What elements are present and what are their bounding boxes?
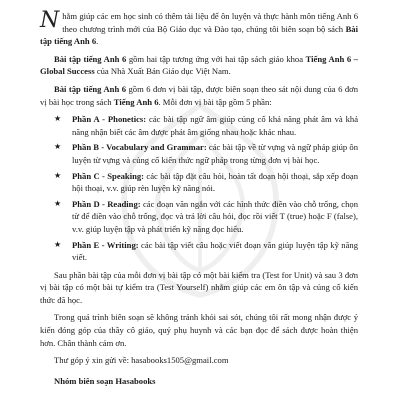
star-bullet-icon: ★ [54, 198, 62, 208]
textbook-title: Tiếng Anh 6 – Global Success [40, 53, 358, 77]
part-title: Phần A - Phonetics: [72, 114, 147, 125]
star-bullet-icon: ★ [54, 239, 62, 249]
book-title: Bài tập tiếng Anh 6 [54, 83, 127, 94]
feedback-paragraph: Trong quá trình biên soạn sẽ không tránh khỏi sai sót, chúng tôi rất mong nhận được ý kiến đóng góp của thầy cô giáo, quý phụ huynh và các bạn đọc để sách được hoàn thiện hơn. Chân thành cảm ơn. [40, 312, 358, 348]
intro-text: hằm giúp các em học sinh có thêm tài liệu để ôn luyện và thực hành môn tiếng Anh 6 theo chương trình mới của Bộ Giáo dục và Đào tạo, chúng tôi biên soạn bộ sách [62, 11, 358, 34]
intro-end: . [96, 36, 99, 47]
star-bullet-icon: ★ [54, 142, 62, 152]
part-description: các bài tập viết câu hoặc viết đoạn văn giúp luyện tập kỹ năng viết. [72, 239, 358, 263]
list-item [54, 170, 358, 195]
star-bullet-icon: ★ [54, 114, 62, 124]
star-bullet-icon: ★ [54, 170, 62, 180]
part-description: các bài tập về từ vựng và ngữ pháp giúp ôn luyện từ vựng và củng cố kiến thức ngữ pháp trong từng đơn vị bài học. [72, 142, 358, 165]
part-description: các bài tập đặt câu hỏi, hoàn tất đoạn hội thoại, sắp xếp đoạn hội thoại, v.v. giúp rèn luyện kỹ năng nói. [72, 170, 358, 194]
part-description: các bài tập ngữ âm giúp củng cố khả năng phát âm và khả năng nhận biết các âm được phát âm giống nhau hoặc khác nhau. [72, 114, 359, 137]
units-end: . Mỗi đơn vị bài tập gồm 5 phần: [158, 96, 272, 107]
publisher-text: của Nhà Xuất Bản Giáo dục Việt Nam. [94, 66, 231, 77]
part-description: các đoạn văn ngắn với các hình thức điền vào chỗ trống, chọn từ để điền vào chỗ trống, đọc và trả lời câu hỏi, đọc rồi viết T (true) hoặc F (false), v.v. giúp luyện tập và phát triển kỹ năng đọc hiểu. [72, 198, 359, 234]
part-title: Phần B - Vocabulary and Grammar: [72, 142, 207, 153]
units-text: gồm 6 đơn vị bài tập, được biên soạn theo sát nội dung của 6 đơn vị bài học trong sách [40, 83, 358, 107]
volumes-text: gồm hai tập tương ứng với hai tập sách giáo khoa [126, 53, 306, 64]
part-title: Phần D - Reading: [72, 198, 141, 209]
part-title: Phần C - Speaking: [72, 170, 145, 181]
part-title: Phần E - Writing: [72, 239, 139, 250]
list-item [54, 141, 358, 166]
list-item [54, 113, 358, 138]
book-title: Bài tập tiếng Anh 6 [54, 53, 127, 64]
list-item [54, 239, 358, 264]
volumes-paragraph [40, 53, 358, 78]
book-title: Bài tập tiếng Anh 6 [40, 23, 358, 47]
tests-paragraph: Sau phần bài tập của mỗi đơn vị bài tập có một bài kiểm tra (Test for Unit) và sau 3 đơn vị bài tập có một bài tự kiểm tra (Test Yourself) nhằm giúp các em ôn tập và củng cố kiến thức đã học. [40, 269, 358, 305]
parts-list [40, 113, 358, 264]
drop-cap-letter: N [40, 8, 60, 33]
textbook-title: Tiếng Anh 6 [113, 96, 159, 107]
contact-email-line: Thư góp ý xin gửi về: hasabooks1505@gmail.com [54, 355, 229, 366]
list-item [54, 198, 358, 236]
intro-paragraph [40, 10, 358, 48]
author-signature: Nhóm biên soạn Hasabooks [54, 375, 156, 386]
